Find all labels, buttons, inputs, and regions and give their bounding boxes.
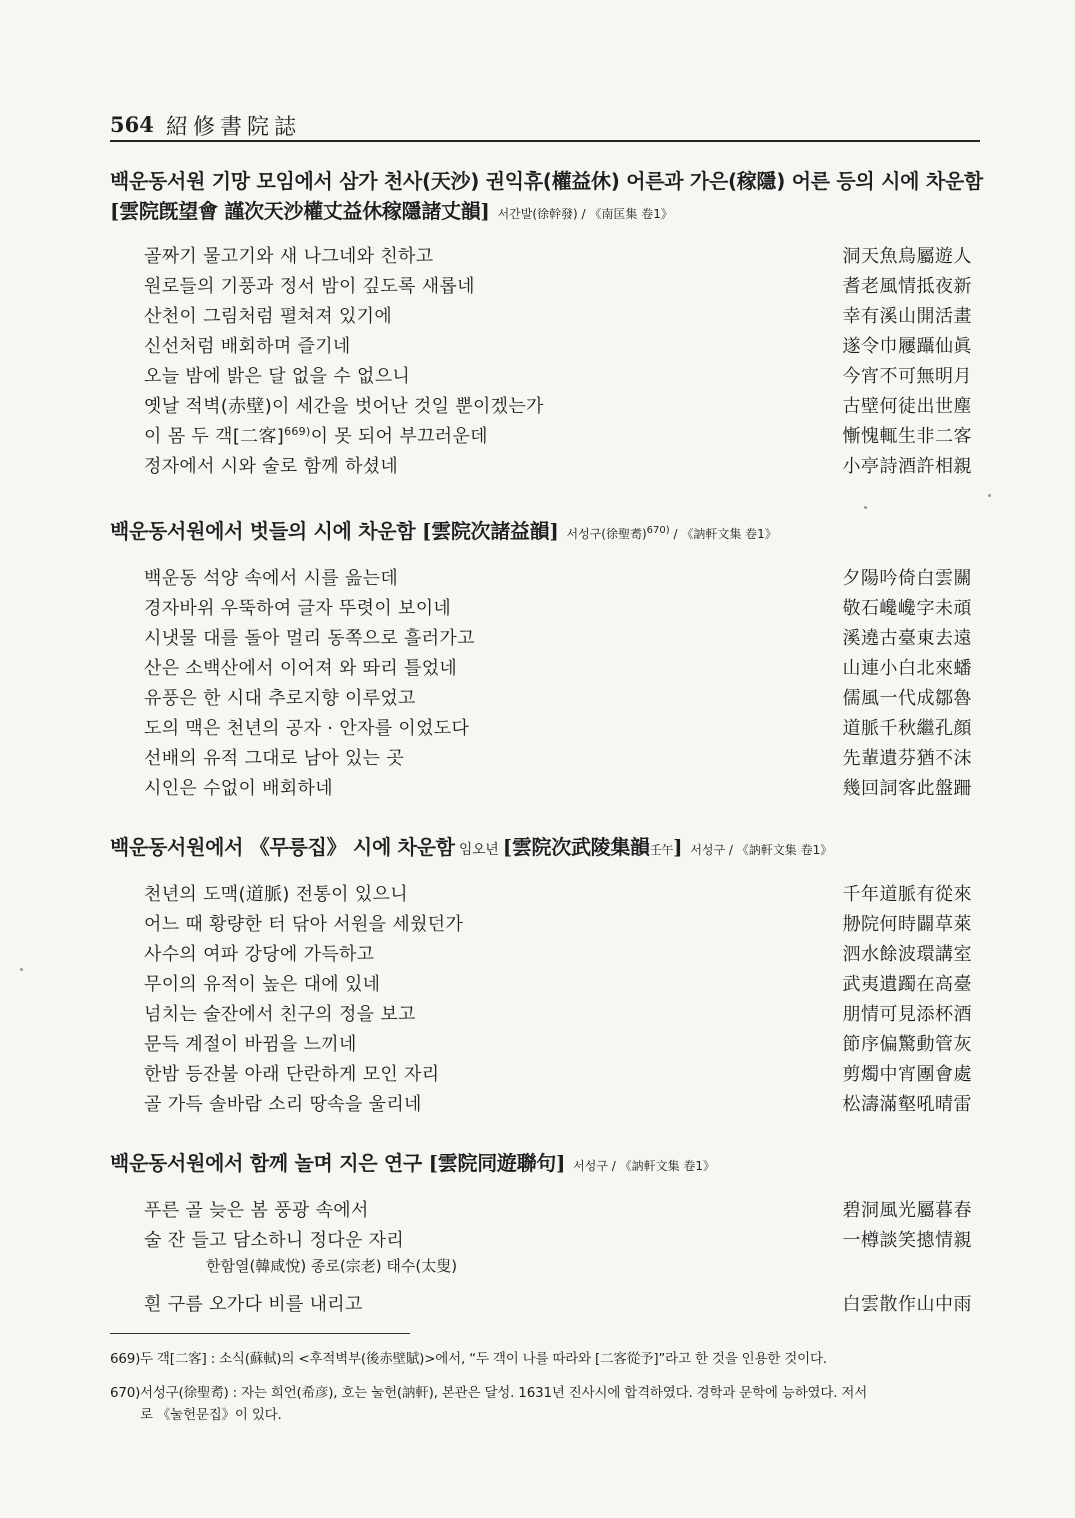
poem-line [110, 711, 980, 741]
korean-line: 경자바위 우뚝하여 글자 뚜렷이 보이네 [144, 598, 452, 619]
poem-body [110, 239, 980, 479]
hanja-line: 武夷遺躅在高臺 [842, 974, 972, 995]
hanja-line: 小亭詩酒許相親 [842, 456, 972, 477]
korean-line: 선배의 유적 그대로 남아 있는 곳 [144, 748, 405, 769]
poem-line [110, 1057, 980, 1087]
poem-line [110, 1193, 980, 1223]
poem-line [110, 1223, 980, 1253]
footnote-text: 두 객[二客] : 소식(蘇軾)의 <후적벽부(後赤壁賦)>에서, “두 객이 나를 따라와 [二客從予]”라고 한 것을 인용한 것이다. [140, 1351, 827, 1367]
poem-line [110, 741, 980, 771]
hanja-line: 遂令巾屨躡仙眞 [842, 336, 972, 357]
hanja-line: 白雲散作山中雨 [842, 1294, 972, 1315]
hanja-line: 溪遶古臺東去遠 [842, 628, 972, 649]
footnote-number: 670) [110, 1385, 141, 1401]
poem-line [110, 967, 980, 997]
source-citation: 서성구 / 《訥軒文集 卷1》 [690, 843, 833, 857]
poem-section-4 [110, 1148, 980, 1317]
korean-line: 푸른 골 늦은 봄 풍광 속에서 [144, 1200, 369, 1221]
title-hanja: [雲院同遊聯句] [428, 1151, 566, 1175]
hanja-line: 今宵不可無明月 [842, 366, 972, 387]
poem-line [110, 419, 980, 449]
hanja-line: 朋情可見添杯酒 [842, 1004, 972, 1025]
korean-line: 골짜기 물고기와 새 나그네와 친하고 [144, 246, 434, 267]
korean-line: 백운동 석양 속에서 시를 읊는데 [144, 568, 399, 589]
authors-names: 한함열(韓咸悅) 종로(宗老) 태수(太叟) [206, 1257, 458, 1275]
title-korean: 백운동서원 기망 모임에서 삼가 천사(天沙) 권익휴(權益休) 어른과 가은(稼隱) 어른 등의 시에 차운함 [110, 169, 983, 193]
source-author: 서성구(徐聖耉) [566, 527, 647, 541]
poem-body [110, 561, 980, 801]
title-hanja: [雲院次諸益韻] [421, 519, 559, 543]
hanja-line: 慚愧輒生非二客 [842, 426, 972, 447]
footnote-number: 669) [110, 1351, 141, 1367]
scan-speck [20, 968, 23, 971]
poem-line [110, 997, 980, 1027]
korean-line: 한밤 등잔불 아래 단란하게 모인 자리 [144, 1064, 440, 1085]
footnote-marker: 670) [646, 525, 670, 536]
korean-line: 넘치는 술잔에서 친구의 정을 보고 [144, 1004, 416, 1025]
hanja-line: 節序偏驚動管灰 [842, 1034, 972, 1055]
poem-line [110, 359, 980, 389]
title-year: 임오년 [454, 842, 503, 858]
hanja-line: 一樽談笑摠情親 [842, 1230, 972, 1251]
title-korean: 백운동서원에서 《무릉집》 시에 차운함 [110, 835, 455, 859]
korean-line: 흰 구름 오가다 비를 내리고 [144, 1294, 363, 1315]
section-title [110, 1148, 980, 1181]
poem-line [110, 651, 980, 681]
poem-body [110, 877, 980, 1117]
hanja-line: 泗水餘波環講室 [842, 944, 972, 965]
hanja-line: 松濤滿壑吼晴雷 [842, 1094, 972, 1115]
hanja-line: 道脈千秋繼孔顔 [842, 718, 972, 739]
korean-line: 시냇물 대를 돌아 멀리 동쪽으로 흘러가고 [144, 628, 475, 649]
hanja-line: 洞天魚鳥屬遊人 [842, 246, 972, 267]
korean-line: 어느 때 황량한 터 닦아 서원을 세웠던가 [144, 914, 464, 935]
poem-section-1 [110, 166, 983, 479]
poem-line [110, 561, 980, 591]
poem-line [110, 269, 980, 299]
title-hanja: [雲院旣望會 謹次天沙權丈益休稼隱諸丈韻] [110, 199, 490, 223]
section-title-hanja [110, 196, 980, 229]
korean-line: 오늘 밤에 밝은 달 없을 수 없으니 [144, 366, 411, 387]
korean-line-part: 이 못 되어 부끄러운데 [310, 426, 488, 447]
hanja-line: 碧洞風光屬暮春 [842, 1200, 972, 1221]
section-title [110, 516, 980, 549]
footnote-text-continued: 로 《눌헌문집》이 있다. [140, 1407, 282, 1423]
footnote-divider [110, 1333, 410, 1334]
korean-line: 천년의 도맥(道脈) 전통이 있으니 [144, 884, 408, 905]
footnote-marker: 669) [284, 425, 311, 438]
korean-line: 옛날 적벽(赤壁)이 세간을 벗어난 것일 뿐이겠는가 [144, 396, 544, 417]
source-work: / 《訥軒文集 卷1》 [669, 527, 777, 541]
poem-line [110, 937, 980, 967]
poem-line [110, 449, 980, 479]
book-title: 紹修書院誌 [166, 115, 302, 140]
page-number: 564 [110, 112, 154, 137]
hanja-line: 山連小白北來蟠 [842, 658, 972, 679]
korean-line: 문득 계절이 바뀜을 느끼네 [144, 1034, 357, 1055]
korean-line-part: 이 몸 두 객[二客] [144, 426, 285, 447]
page-header [110, 112, 980, 142]
footnote-670 [110, 1382, 980, 1426]
poem-body [110, 1193, 980, 1317]
poem-line [110, 1287, 980, 1317]
poem-line [110, 329, 980, 359]
title-korean: 백운동서원에서 벗들의 시에 차운함 [110, 519, 416, 543]
title-hanja-close: ] [673, 835, 683, 859]
hanja-line: 刱院何時闢草萊 [842, 914, 972, 935]
hanja-line: 幸有溪山開活畫 [842, 306, 972, 327]
title-hanja-year: 壬午 [649, 843, 674, 857]
scan-speck [864, 506, 867, 509]
section-title [110, 832, 980, 865]
poem-line [110, 681, 980, 711]
hanja-line: 儒風一代成鄒魯 [842, 688, 972, 709]
hanja-line: 幾回詞客此盤跚 [842, 778, 972, 799]
title-hanja: [雲院次武陵集韻 [502, 835, 650, 859]
korean-line: 산천이 그림처럼 펼쳐져 있기에 [144, 306, 393, 327]
hanja-line: 耆老風情抵夜新 [842, 276, 972, 297]
poem-section-3 [110, 832, 980, 1117]
footnote-text: 서성구(徐聖耉) : 자는 희언(希彦), 호는 눌헌(訥軒), 본관은 달성. 1631년 진사시에 합격하였다. 경학과 문학에 능하였다. 저서 [140, 1385, 868, 1401]
korean-line: 무이의 유적이 높은 대에 있네 [144, 974, 381, 995]
poem-line [110, 1087, 980, 1117]
hanja-line: 千年道脈有從來 [842, 884, 972, 905]
poem-line [110, 1027, 980, 1057]
korean-line: 도의 맥은 천년의 공자 · 안자를 이었도다 [144, 718, 470, 739]
poem-line [110, 389, 980, 419]
section-title [110, 166, 983, 196]
poem-section-2 [110, 516, 980, 801]
poem-line [110, 771, 980, 801]
hanja-line: 古壁何徒出世塵 [842, 396, 972, 417]
authors-line [110, 1253, 980, 1287]
title-korean: 백운동서원에서 함께 놀며 지은 연구 [110, 1151, 422, 1175]
scan-speck [988, 494, 991, 497]
poem-line [110, 239, 980, 269]
korean-line: 술 잔 들고 담소하니 정다운 자리 [144, 1230, 405, 1251]
poem-line [110, 299, 980, 329]
poem-line [110, 877, 980, 907]
source-citation [567, 527, 777, 541]
poem-line [110, 621, 980, 651]
hanja-line: 剪燭中宵團會處 [842, 1064, 972, 1085]
korean-line: 사수의 여파 강당에 가득하고 [144, 944, 375, 965]
korean-line: 유풍은 한 시대 추로지향 이루었고 [144, 688, 416, 709]
korean-line: 정자에서 시와 술로 함께 하셨네 [144, 456, 399, 477]
korean-line: 신선처럼 배회하며 즐기네 [144, 336, 351, 357]
hanja-line: 先輩遺芬猶不沫 [842, 748, 972, 769]
footnote-669 [110, 1348, 980, 1370]
poem-line [110, 591, 980, 621]
korean-line: 시인은 수없이 배회하네 [144, 778, 333, 799]
hanja-line: 敬石巉巉字未頑 [842, 598, 972, 619]
korean-line [144, 422, 488, 448]
source-citation: 서성구 / 《訥軒文集 卷1》 [573, 1159, 716, 1173]
korean-line: 원로들의 기풍과 정서 밤이 깊도록 새롭네 [144, 276, 475, 297]
hanja-line: 夕陽吟倚白雲關 [842, 568, 972, 589]
source-citation: 서간발(徐幹發) / 《南匡集 卷1》 [497, 207, 673, 221]
poem-line [110, 907, 980, 937]
korean-line: 골 가득 솔바람 소리 땅속을 울리네 [144, 1094, 422, 1115]
korean-line: 산은 소백산에서 이어져 와 똬리 틀었네 [144, 658, 458, 679]
